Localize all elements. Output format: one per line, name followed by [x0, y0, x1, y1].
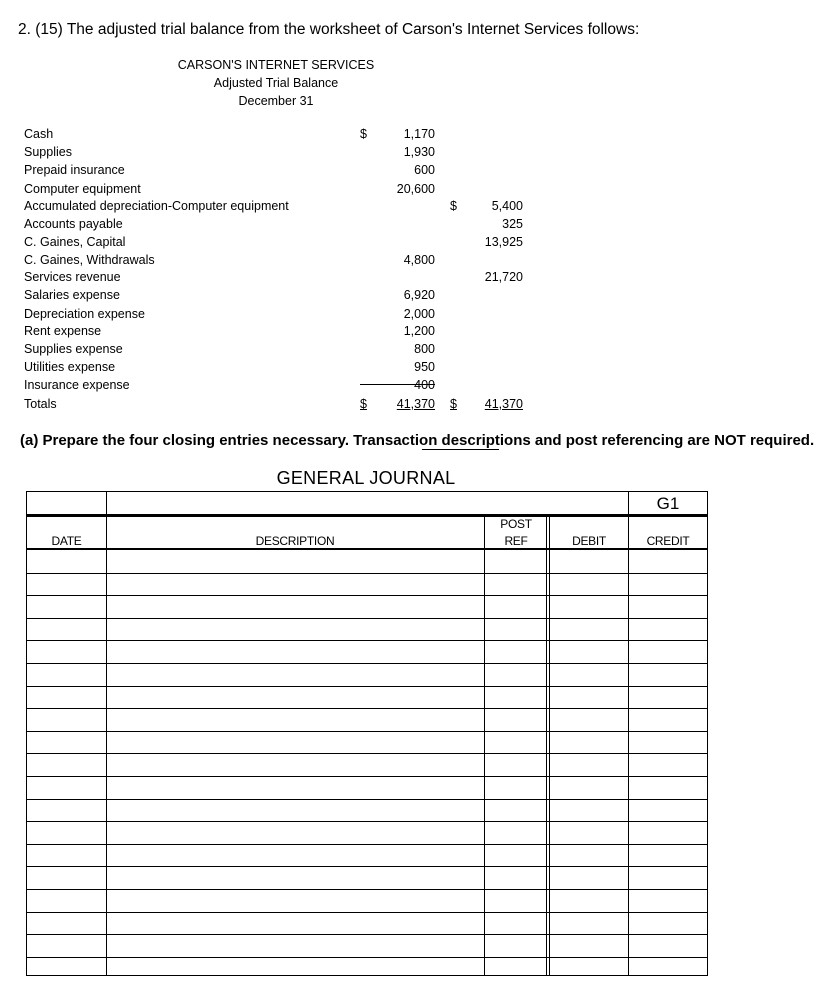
account-name: Services revenue [24, 270, 121, 284]
debit-amount: 1,170 [403, 127, 435, 141]
debit-amount: 950 [414, 360, 435, 374]
trial-balance-row [24, 180, 534, 198]
account-name: Accounts payable [24, 217, 123, 231]
journal-border [26, 491, 708, 976]
journal-title: GENERAL JOURNAL [276, 468, 456, 488]
account-name: Rent expense [24, 324, 102, 338]
journal-top-rule [26, 514, 708, 517]
header-post: POST [500, 517, 532, 531]
account-name: C. Gaines, Withdrawals [24, 253, 155, 267]
account-name: Supplies expense [24, 342, 123, 356]
header-debit: DEBIT [572, 534, 606, 548]
trial-balance-row [24, 215, 534, 233]
debit-amount: 800 [414, 342, 435, 356]
debit-amount: 4,800 [403, 253, 435, 267]
trial-balance-row [24, 268, 534, 286]
total-rule [422, 449, 499, 450]
part-a-prefix: (a) [20, 432, 43, 449]
account-name: Insurance expense [24, 378, 130, 392]
journal-row-rule [26, 753, 708, 754]
totals-row [24, 395, 534, 413]
question-text: 2. (15) The adjusted trial balance from the worksheet of Carson's Internet Services follows: [18, 21, 640, 38]
journal-page-box-rule [628, 491, 629, 514]
journal-row-rule [26, 844, 708, 845]
credit-amount: 5,400 [491, 199, 523, 213]
journal-column-rule [549, 514, 550, 976]
journal-row-rule [26, 640, 708, 641]
trial-balance-heading [150, 56, 402, 110]
journal-row-rule [26, 708, 708, 709]
company-name: CARSON'S INTERNET SERVICES [177, 58, 375, 72]
journal-row-rule [26, 799, 708, 800]
account-name: Utilities expense [24, 360, 116, 374]
header-ref: REF [504, 534, 528, 548]
header-date: DATE [51, 534, 82, 548]
account-name: Salaries expense [24, 288, 120, 302]
trial-balance-row [24, 376, 534, 394]
credit-amount: 13,925 [484, 235, 523, 249]
trial-balance-row [24, 233, 534, 251]
debit-dollar-sign: $ [360, 127, 367, 141]
journal-column-rule [628, 514, 629, 976]
account-name: Supplies [24, 145, 72, 159]
journal-row-rule [26, 686, 708, 687]
journal-column-rule [106, 491, 107, 976]
journal-row-rule [26, 731, 708, 732]
account-name: C. Gaines, Capital [24, 235, 126, 249]
journal-row-rule [26, 663, 708, 664]
trial-balance-row [24, 305, 534, 323]
debit-amount: 1,200 [403, 324, 435, 338]
part-a-instruction [20, 432, 814, 449]
total-rule [360, 384, 435, 385]
totals-credit-amount: 41,370 [484, 397, 523, 411]
debit-amount: 2,000 [403, 307, 435, 321]
journal-row-rule [26, 934, 708, 935]
account-name: Depreciation expense [24, 307, 145, 321]
account-name: Accumulated depreciation-Computer equipment [24, 199, 289, 213]
account-name: Cash [24, 127, 54, 141]
journal-row-rule [26, 595, 708, 596]
journal-row-rule [26, 866, 708, 867]
journal-column-rule [484, 514, 485, 976]
trial-balance-row [24, 125, 534, 143]
journal-row-rule [26, 618, 708, 619]
statement-date: December 31 [238, 94, 314, 108]
journal-row-rule [26, 912, 708, 913]
trial-balance-row [24, 286, 534, 304]
journal-column-rule [546, 514, 547, 976]
part-a-text: Prepare the four closing entries necessary. Transaction descriptions and post referencing are NOT required. [42, 432, 815, 449]
statement-title: Adjusted Trial Balance [213, 76, 339, 90]
journal-header-rule [26, 548, 708, 550]
debit-amount: 400 [414, 378, 435, 392]
journal-page-number: G1 [656, 494, 680, 513]
trial-balance-row [24, 197, 534, 215]
trial-balance-row [24, 251, 534, 269]
debit-amount: 1,930 [403, 145, 435, 159]
debit-amount: 600 [414, 163, 435, 177]
journal-row-rule [26, 889, 708, 890]
totals-label: Totals [24, 397, 57, 411]
header-credit: CREDIT [646, 534, 690, 548]
journal-row-rule [26, 821, 708, 822]
trial-balance-row [24, 322, 534, 340]
trial-balance-row [24, 143, 534, 161]
totals-debit-amount: 41,370 [396, 397, 435, 411]
journal-row-rule [26, 573, 708, 574]
journal-row-rule [26, 776, 708, 777]
header-description: DESCRIPTION [255, 534, 335, 548]
credit-amount: 325 [502, 217, 523, 231]
trial-balance-row [24, 161, 534, 179]
totals-debit-dollar-sign: $ [360, 397, 367, 411]
trial-balance-row [24, 340, 534, 358]
credit-dollar-sign: $ [450, 199, 457, 213]
debit-amount: 20,600 [396, 182, 435, 196]
account-name: Computer equipment [24, 182, 141, 196]
trial-balance-row [24, 358, 534, 376]
totals-credit-dollar-sign: $ [450, 397, 457, 411]
credit-amount: 21,720 [484, 270, 523, 284]
debit-amount: 6,920 [403, 288, 435, 302]
journal-row-rule [26, 957, 708, 958]
account-name: Prepaid insurance [24, 163, 125, 177]
